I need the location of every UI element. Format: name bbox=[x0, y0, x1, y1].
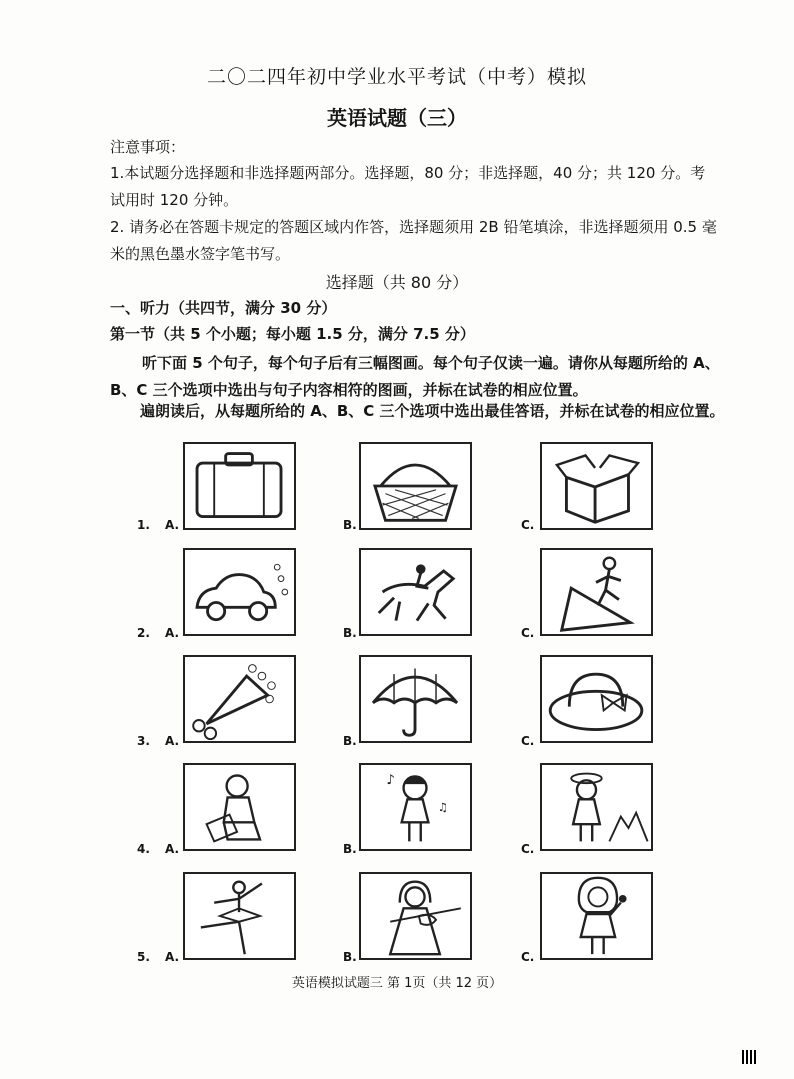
part-1-heading: 一、听力（共四节，满分 30 分） bbox=[110, 299, 337, 317]
instruction-1: 听下面 5 个句子，每个句子后有三幅图画。每个句子仅读一遍。请你从每题所给的 A、B、C 三个选项中选出与句子内容相符的图画，并标在试卷的相应位置。 bbox=[110, 354, 720, 399]
hat-icon bbox=[542, 657, 651, 741]
question-number: 5. bbox=[137, 950, 150, 964]
option-label-b: B. bbox=[343, 626, 357, 640]
suitcase-icon bbox=[185, 444, 294, 528]
option-label-c: C. bbox=[521, 842, 535, 856]
page-footer: 英语模拟试题三 第 1页（共 12 页） bbox=[291, 976, 503, 991]
svg-text:♫: ♫ bbox=[437, 799, 449, 814]
exam-subtitle: 英语试题（三） bbox=[327, 106, 467, 130]
option-label-a: A. bbox=[165, 734, 180, 748]
question-number: 4. bbox=[137, 842, 150, 856]
option-picture-5b[interactable] bbox=[359, 872, 472, 960]
option-picture-4c[interactable] bbox=[540, 763, 653, 851]
section-title: 选择题（共 80 分） bbox=[325, 273, 469, 292]
qr-code-icon bbox=[742, 1050, 756, 1064]
option-picture-2b[interactable] bbox=[359, 548, 472, 636]
girl-singing-icon bbox=[361, 765, 470, 849]
watermark-logo bbox=[742, 1050, 756, 1064]
option-picture-1c[interactable] bbox=[540, 442, 653, 530]
notes-heading: 注意事项： bbox=[110, 138, 186, 156]
question-number: 2. bbox=[137, 626, 150, 640]
option-label-c: C. bbox=[521, 626, 535, 640]
option-picture-2c[interactable] bbox=[540, 548, 653, 636]
flower-bouquet-icon bbox=[185, 657, 294, 741]
question-number: 3. bbox=[137, 734, 150, 748]
option-label-b: B. bbox=[343, 842, 357, 856]
option-picture-2a[interactable] bbox=[183, 548, 296, 636]
umbrella-icon bbox=[361, 657, 470, 741]
option-label-a: A. bbox=[165, 842, 180, 856]
option-picture-3c[interactable] bbox=[540, 655, 653, 743]
note-1: 1.本试题分选择题和非选择题两部分。选择题，80 分；非选择题，40 分；共 120 分。考试用时 120 分钟。 bbox=[110, 164, 706, 209]
option-label-b: B. bbox=[343, 518, 357, 532]
option-label-c: C. bbox=[521, 518, 535, 532]
option-picture-3a[interactable] bbox=[183, 655, 296, 743]
option-label-a: A. bbox=[165, 518, 180, 532]
option-picture-4a[interactable] bbox=[183, 763, 296, 851]
option-picture-1b[interactable] bbox=[359, 442, 472, 530]
note-2: 2. 请务必在答题卡规定的答题区域内作答，选择题须用 2B 铅笔填涂，非选择题须用 0.5 毫米的黑色墨水签字笔书写。 bbox=[110, 218, 717, 263]
basket-icon bbox=[361, 444, 470, 528]
option-picture-5c[interactable] bbox=[540, 872, 653, 960]
option-picture-4b[interactable] bbox=[359, 763, 472, 851]
option-picture-5a[interactable] bbox=[183, 872, 296, 960]
option-label-a: A. bbox=[165, 950, 180, 964]
girl-singer-icon bbox=[542, 874, 651, 958]
option-label-b: B. bbox=[343, 950, 357, 964]
car-icon bbox=[185, 550, 294, 634]
horse-rider-icon bbox=[361, 550, 470, 634]
svg-text:♪: ♪ bbox=[386, 773, 395, 789]
option-label-a: A. bbox=[165, 626, 180, 640]
question-number: 1. bbox=[137, 518, 150, 532]
option-label-b: B. bbox=[343, 734, 357, 748]
option-picture-3b[interactable] bbox=[359, 655, 472, 743]
girl-reading-icon bbox=[185, 765, 294, 849]
exam-title: 二〇二四年初中学业水平考试（中考）模拟 bbox=[206, 66, 587, 88]
treadmill-icon bbox=[542, 550, 651, 634]
ballet-dancer-icon bbox=[185, 874, 294, 958]
instruction-2: 遍朗读后，从每题所给的 A、B、C 三个选项中选出最佳答语，并标在试卷的相应位置。 bbox=[140, 402, 725, 420]
option-picture-1a[interactable] bbox=[183, 442, 296, 530]
violinist-icon bbox=[361, 874, 470, 958]
box-icon bbox=[542, 444, 651, 528]
girl-hiking-icon bbox=[542, 765, 651, 849]
option-label-c: C. bbox=[521, 734, 535, 748]
subsection-1-heading: 第一节（共 5 个小题；每小题 1.5 分，满分 7.5 分） bbox=[110, 325, 475, 343]
option-label-c: C. bbox=[521, 950, 535, 964]
